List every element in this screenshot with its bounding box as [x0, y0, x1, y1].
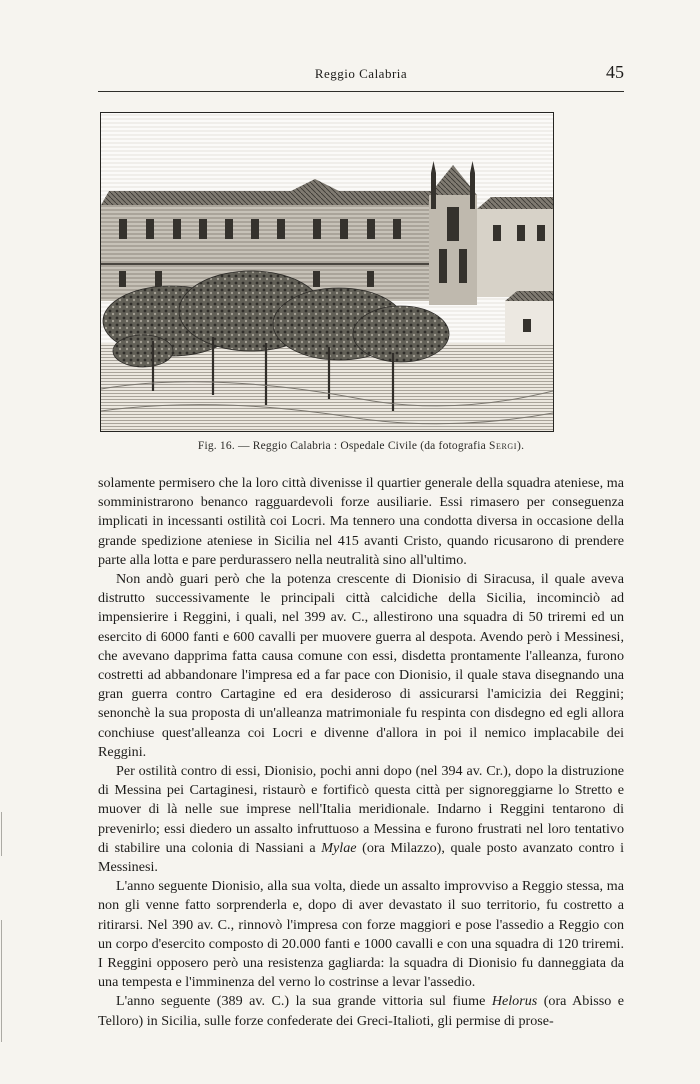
caption-credit: Sergi [488, 440, 518, 452]
hospital-engraving [100, 112, 554, 432]
caption-suffix: ). [517, 440, 525, 452]
paragraph-3-text-after: (ora Milazzo), quale posto avanzato contro i Messinesi. [98, 839, 624, 876]
paragraph-5-text-before: L'anno seguente (389 av. C.) la sua grande vittoria sul fiume [116, 993, 492, 1010]
paragraph-1: solamente permisero che la loro città divenisse il quartier generale della squadra ateniese, ma somministrarono benanco ragguardevoli forze ausiliarie. Essi rimasero per conseguenza implicati in incessanti ostilità coi Locri. Ma tennero una condotta diversa in occasione della grande spedizione ateniese in Sicilia nel 415 avanti Cristo, quando ricusarono di prendere parte alla lotta e pare perdurassero nella neutralità sino all'ultimo. [98, 475, 624, 568]
page-number: 45 [606, 62, 624, 82]
paragraph-5-italic: Helorus [491, 993, 538, 1010]
paragraph-2: Non andò guari però che la potenza crescente di Dionisio di Siracusa, il quale aveva distrutto successivamente le principali città calcidiche della Sicilia, incominciò ad impensierire i Reggini, i quali, nel 399 av. C., allestirono una squadra di 50 triremi ed un esercito di 6000 fanti e 600 cavalli per muovere guerra al despota. Avendo però i Messinesi, che avevano dapprima fatta causa comune con essi, disdetta prontamente l'alleanza, furono costretti ad abbandonare l'impresa ed a far pace con Dionisio, il quale stava disegnando una gran guerra contro Cartagine ed era desideroso di assicurarsi l'amicizia dei Reggini; senonchè la sua proposta di un'alleanza matrimoniale fu respinta con disdegno ed egli allora conchiuse quest'alleanza coi Locri e divenne d'allora in poi il nemico implacabile dei Reggini. [98, 571, 624, 760]
caption-prefix: Fig. 16. — Reggio Calabria : Ospedale Civile (da fotografia [197, 440, 489, 452]
paragraph-5 [98, 992, 624, 1030]
running-title: Reggio Calabria [314, 66, 408, 81]
paragraph-4: L'anno seguente Dionisio, alla sua volta, diede un assalto improvviso a Reggio stessa, ma non gli venne fatto sorprenderla e, dopo di aver devastato il suo territorio, fu costretto a ritirarsi. Nel 390 av. C., rinnovò l'impresa con forze maggiori e pose l'assedio a Reggio con un corpo d'esercito composto di 20.000 fanti e 1000 cavalli e con una squadra di 120 triremi. I Reggini opposero però una resistenza gagliarda: la squadra di Dionisio fu danneggiata da una tempesta e l'imminenza del verno lo costrinse a levar l'assedio. [98, 878, 624, 991]
running-header [98, 64, 624, 92]
figure-caption [98, 440, 624, 452]
left-margin-mark [1, 920, 2, 1042]
paragraph-3-italic: Mylae [321, 839, 357, 856]
header-rule [98, 91, 624, 92]
paragraph-3-text-before: Per ostilità contro di essi, Dionisio, pochi anni dopo (nel 394 av. Cr.), dopo la distruzione di Messina pei Cartaginesi, ristaurò e fortificò questa città per signoreggiarne lo Stretto e muover di là nelle sue imprese nell'Italia meridionale. Indarno i Reggini tentarono di prevenirlo; essi diedero un assalto infruttuoso a Messina e furono frustrati nel loro tentativo di stabilire una colonia di Nassiani a [98, 763, 624, 856]
left-margin-mark [1, 812, 2, 856]
paragraph-5-text-after: (ora Abisso e Telloro) in Sicilia, sulle forze confederate dei Greci-Italioti, gli permise di prose- [98, 993, 624, 1029]
paragraph-3 [98, 762, 624, 877]
body-text [98, 474, 624, 1031]
